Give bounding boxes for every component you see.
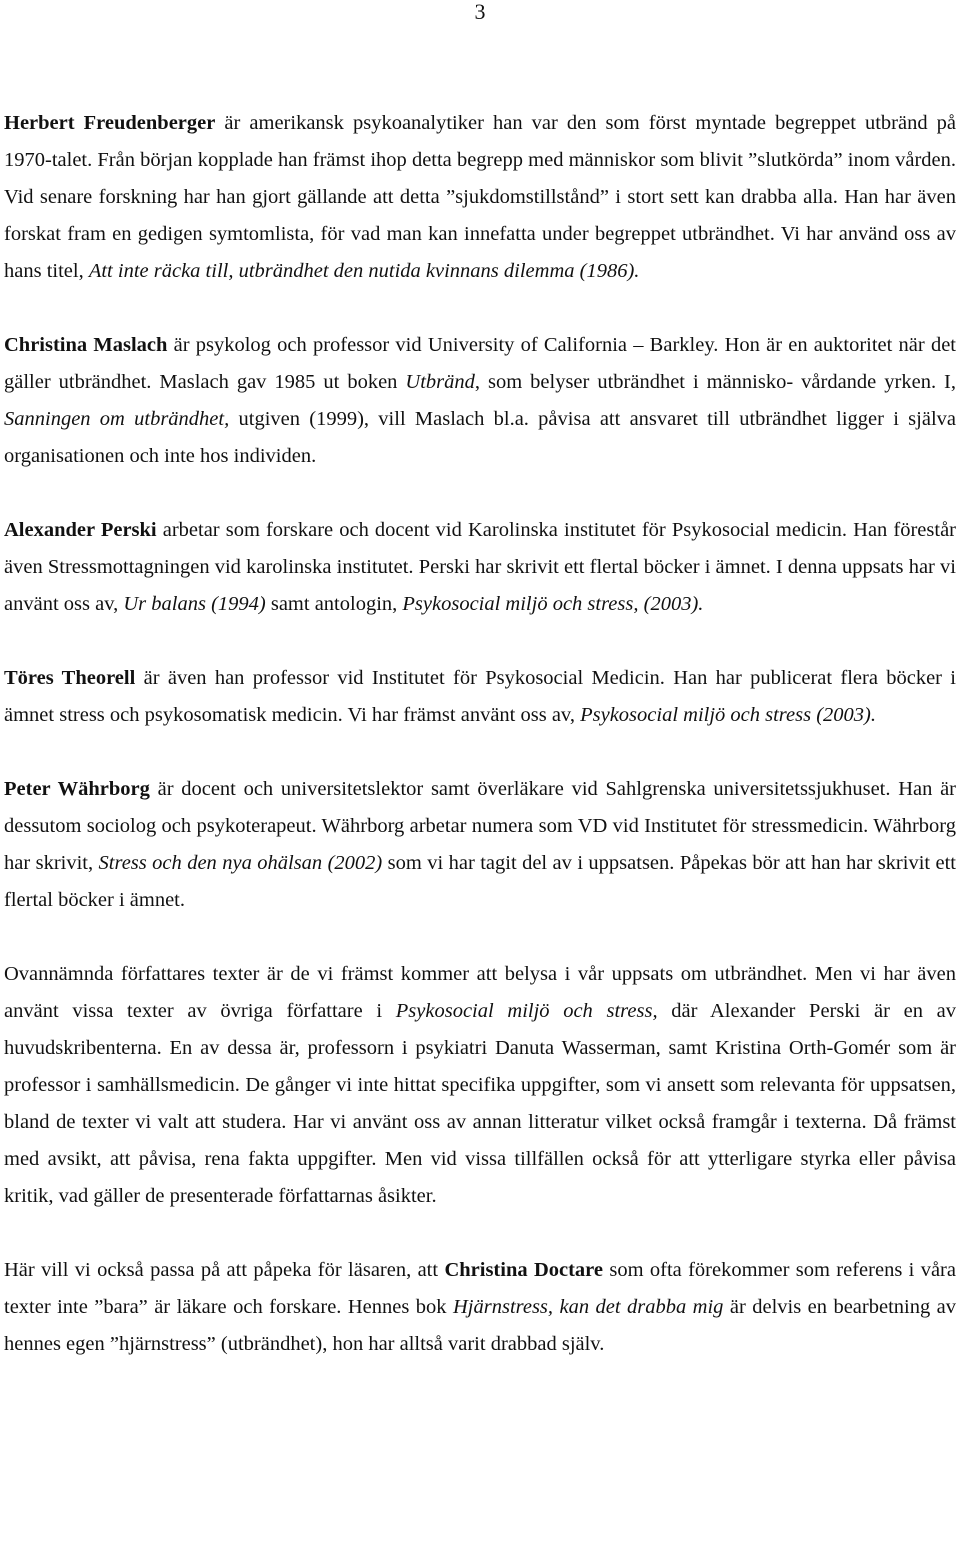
text-run: är även han professor vid Institutet för Psykosocial Medicin. Han har publicerat flera böcker i ämnet stress och psykosomatisk medicin. Vi har främst använt oss av, xyxy=(4,667,957,726)
book-title: Utbränd xyxy=(405,371,475,393)
text-run: är amerikansk psykoanalytiker han var den som först myntade begreppet utbränd på 1970-talet. Från början kopplade han främst ihop detta begrepp med människor som blivit ”slutkörda” inom vården. Vid senare forskning har han gjort gällande att detta ”sjukdomstillstånd” i stort sett kan drabba alla. Han har även forskat fram en gedigen symtomlista, för vad man kan innefatta under begreppet utbrändhet. Vi har använd oss av hans titel, xyxy=(4,112,956,282)
text-run: är delvis en bearbetning av hennes egen ”hjärnstress” (utbrändhet), hon har alltså varit drabbad själv. xyxy=(4,1296,957,1355)
book-title: Ur balans (1994) xyxy=(123,593,266,615)
author-name: Alexander Perski xyxy=(4,519,157,541)
paragraph-freudenberger xyxy=(4,105,956,290)
book-title: Att inte räcka till, utbrändhet den nutida kvinnans dilemma (1986). xyxy=(88,260,640,282)
author-name: Christina Maslach xyxy=(4,334,168,356)
text-run: som vi har tagit del av i uppsatsen. Påpekas bör att han har skrivit ett flertal böcker i ämnet. xyxy=(4,852,956,911)
paragraph-theorell xyxy=(4,660,956,734)
text-run: samt antologin, xyxy=(265,593,403,615)
paragraph-doctare xyxy=(4,1252,956,1363)
text-run: arbetar som forskare och docent vid Karolinska institutet för Psykosocial medicin. Han förestår även Stressmottagningen vid karolinska institutet. Perski har skrivit ett flertal böcker i ämnet. I denna uppsats har vi använt oss av, xyxy=(4,519,956,615)
author-name: Christina Doctare xyxy=(444,1259,603,1281)
paragraph-maslach xyxy=(4,327,956,475)
author-name: Peter Währborg xyxy=(4,778,150,800)
book-title: Hjärnstress, kan det drabba mig xyxy=(452,1296,724,1318)
book-title: Stress och den nya ohälsan (2002) xyxy=(98,852,383,874)
book-title: Psykosocial miljö och stress, (2003). xyxy=(402,593,704,615)
book-title: Sanningen om utbrändhet, xyxy=(4,408,230,430)
author-name: Töres Theorell xyxy=(4,667,136,689)
paragraph-wahrborg xyxy=(4,771,956,919)
text-run: Här vill vi också passa på att påpeka för läsaren, att xyxy=(4,1259,445,1281)
author-name: Herbert Freudenberger xyxy=(4,112,216,134)
text-run: är psykolog och professor vid University of California – Barkley. Hon är en auktoritet när det gäller utbrändhet. Maslach gav 1985 ut boken xyxy=(4,334,956,393)
text-run: som ofta förekommer som referens i våra texter inte ”bara” är läkare och forskare. Hennes bok xyxy=(4,1259,956,1318)
text-run: där Alexander Perski är en av huvudskribenterna. En av dessa är, professorn i psykiatri Danuta Wasserman, samt Kristina Orth-Gomér som är professor i samhällsmedicin. De gånger vi inte hittat specifika uppgifter, som vi ansett som relevanta för uppsatsen, bland de texter vi valt att studera. Har vi använt oss av annan litteratur vilket också framgår i texterna. Då främst med avsikt, att påvisa, rena fakta uppgifter. Men vid vissa tillfällen också för att ytterligare styrka eller påvisa kritik, vad gäller de presenterade författarnas åsikter. xyxy=(4,1000,956,1207)
text-run: Ovannämnda författares texter är de vi främst kommer att belysa i vår uppsats om utbrändhet. Men vi har även använt vissa texter av övriga författare i xyxy=(4,963,956,1022)
book-title: Psykosocial miljö och stress (2003). xyxy=(580,704,876,726)
document-body xyxy=(4,105,956,1400)
book-title: Psykosocial miljö och stress, xyxy=(395,1000,658,1022)
page-number: 3 xyxy=(474,0,486,24)
text-run: utgiven (1999), vill Maslach bl.a. påvisa att ansvaret till utbrändhet ligger i själva organisationen och inte hos individen. xyxy=(4,408,956,467)
paragraph-other-authors xyxy=(4,956,956,1215)
text-run: är docent och universitetslektor samt överläkare vid Sahlgrenska universitetssjukhuset. Han är dessutom sociolog och psykoterapeut. Währborg arbetar numera som VD vid Institutet för stressmedicin. Währborg har skrivit, xyxy=(4,778,957,874)
text-run: , som belyser utbrändhet i människo- vårdande yrken. I, xyxy=(474,371,956,393)
paragraph-perski xyxy=(4,512,956,623)
